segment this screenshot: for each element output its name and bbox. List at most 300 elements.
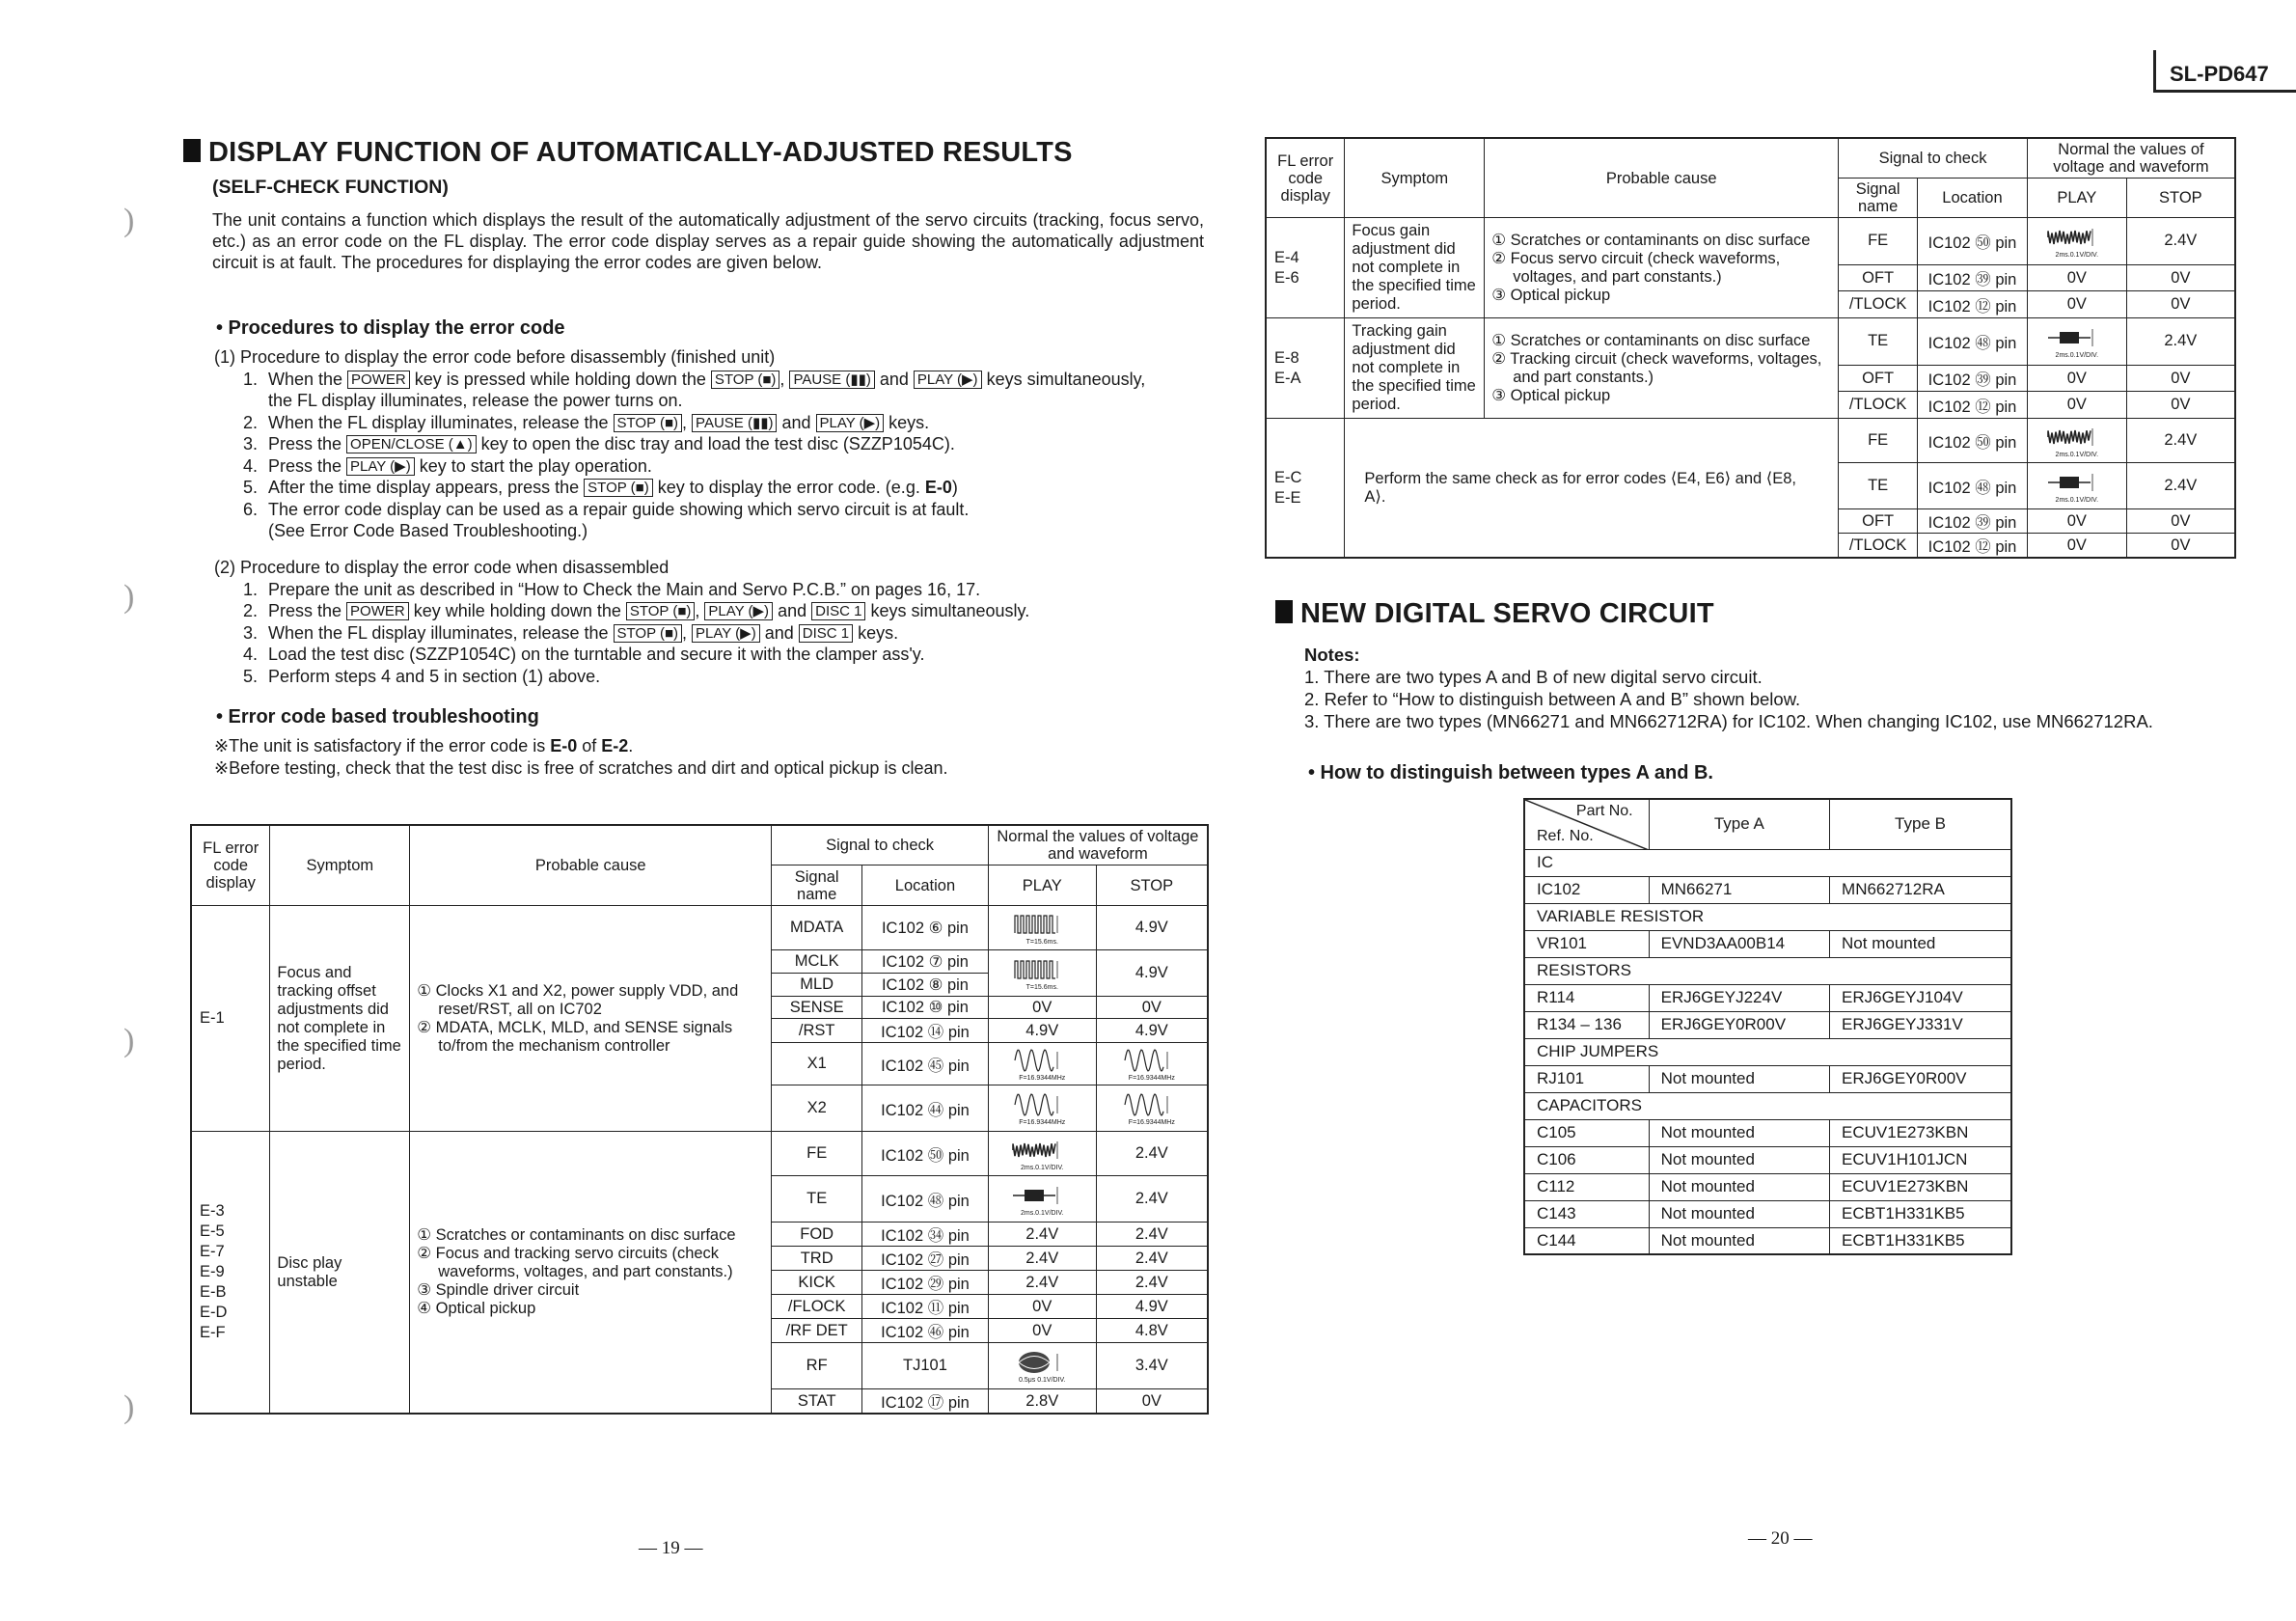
cause-item: ② Tracking circuit (check waveforms, voltages, and part constants.) [1491, 349, 1822, 386]
signal-location: TJ101 [862, 1343, 989, 1389]
waveform-noise-icon [2046, 423, 2108, 452]
type-b-value: ECUV1H101JCN [1830, 1146, 2011, 1173]
key-label: STOP (■) [584, 479, 653, 497]
stop-value: 4.9V [1096, 906, 1208, 950]
parts-row [1524, 1200, 2011, 1227]
signal-name: TRD [772, 1247, 862, 1271]
play-value: 2.4V [988, 1223, 1096, 1247]
step-number: 4. [243, 645, 259, 664]
signal-name: FE [1839, 419, 1918, 463]
play-waveform [988, 1132, 1096, 1176]
signal-location: IC102 ㊺ pin [862, 1043, 989, 1085]
signal-name: /TLOCK [1839, 534, 1918, 559]
signal-name: /TLOCK [1839, 291, 1918, 318]
stop-value: 2.4V [2126, 318, 2235, 366]
parts-row [1524, 930, 2011, 957]
cause-item: ③ Optical pickup [1491, 286, 1611, 304]
type-b-value: ECUV1E273KBN [1830, 1119, 2011, 1146]
play-waveform [988, 1176, 1096, 1223]
signal-location: IC102 ⑪ pin [862, 1295, 989, 1319]
type-b-value: ERJ6GEYJ331V [1830, 1011, 2011, 1038]
signal-location: IC102 ⑦ pin [862, 950, 989, 974]
step-number: 2. [243, 412, 259, 432]
signal-location: IC102 ⑫ pin [1918, 392, 2028, 419]
key-label: STOP (■) [711, 371, 780, 389]
header-play: PLAY [2027, 179, 2126, 218]
table-row [191, 906, 1208, 950]
waveform-label: 2ms.0.1V/DIV. [1021, 1165, 1064, 1171]
key-label: PLAY (▶) [346, 457, 415, 476]
section-title-text: DISPLAY FUNCTION OF AUTOMATICALLY-ADJUSTED RESULTS [208, 137, 1073, 168]
waveform-label: 2ms.0.1V/DIV. [2055, 252, 2099, 260]
error-code-table-1 [190, 824, 1209, 1415]
signal-name: KICK [772, 1271, 862, 1295]
step-text: When the [268, 369, 348, 389]
note-1: 1. There are two types A and B of new digital servo circuit. [1304, 667, 1763, 687]
signal-location: IC102 ㉗ pin [862, 1247, 989, 1271]
procedure-step [243, 579, 1029, 601]
section-marker-icon [1275, 600, 1293, 623]
step-text: Perform steps 4 and 5 in section (1) above. [268, 666, 601, 686]
error-code-cell: E-C E-E [1266, 419, 1345, 559]
play-waveform [988, 906, 1096, 950]
parts-comparison-table [1523, 798, 2012, 1255]
step-text: After the time display appears, press the [268, 478, 585, 497]
table-row [1266, 318, 2235, 366]
play-waveform [2027, 218, 2126, 265]
symptom-cell: Focus and tracking offset adjustments did not complete in the specified time period. [270, 906, 410, 1132]
ref-no: R114 [1524, 984, 1649, 1011]
signal-location: IC102 ㊴ pin [1918, 264, 2028, 291]
signal-name: MDATA [772, 906, 862, 950]
header-signal-name: Signal name [1839, 179, 1918, 218]
type-b-value: ERJ6GEYJ104V [1830, 984, 2011, 1011]
step-text: Press the [268, 601, 347, 620]
signal-location: IC102 ⑫ pin [1918, 534, 2028, 559]
waveform-label: 2ms.0.1V/DIV. [2055, 352, 2099, 360]
waveform-pulse-icon [1011, 910, 1073, 939]
stop-value: 0V [2126, 392, 2235, 419]
header-location: Location [1918, 179, 2028, 218]
cause-item: ② Focus and tracking servo circuits (check waveforms, voltages, and part constants.) [417, 1245, 733, 1280]
header-normal: Normal the values of voltage and waveform [2027, 138, 2235, 179]
parts-row [1524, 1065, 2011, 1092]
header-normal: Normal the values of voltage and waveform [988, 825, 1208, 865]
stop-value: 3.4V [1096, 1343, 1208, 1389]
cause-item: ③ Optical pickup [1491, 386, 1611, 404]
parts-row [1524, 1146, 2011, 1173]
key-label: DISC 1 [811, 602, 865, 620]
step-number: 3. [243, 622, 259, 643]
troubleshooting-note-2: ※Before testing, check that the test disc is free of scratches and dirt and optical pickup is clean. [214, 757, 948, 778]
step-text: Load the test disc (SZZP1054C) on the turntable and secure it with the clamper ass'y. [268, 645, 925, 664]
procedures-heading: • Procedures to display the error code [216, 317, 565, 339]
ref-no: C143 [1524, 1200, 1649, 1227]
signal-name: OFT [1839, 264, 1918, 291]
play-value: 0V [2027, 264, 2126, 291]
header-stop: STOP [2126, 179, 2235, 218]
distinguish-heading: • How to distinguish between types A and B. [1308, 762, 1713, 783]
step-text: , [682, 412, 693, 432]
error-code-example: E-0 [924, 478, 952, 497]
step-number: 5. [243, 666, 259, 686]
signal-location: IC102 ⑰ pin [862, 1389, 989, 1415]
waveform-label: T=15.6ms. [1025, 984, 1058, 991]
signal-location: IC102 ㊽ pin [862, 1176, 989, 1223]
procedure-step [243, 499, 1145, 521]
step-text: , [682, 622, 693, 643]
stop-value: 0V [2126, 534, 2235, 559]
step-text: keys simultaneously. [865, 601, 1030, 620]
signal-name: STAT [772, 1389, 862, 1415]
type-a-value: Not mounted [1649, 1146, 1829, 1173]
signal-name: /FLOCK [772, 1295, 862, 1319]
parts-section-label: IC [1524, 849, 2011, 876]
parts-row [1524, 1173, 2011, 1200]
waveform-sine-icon [1011, 1046, 1073, 1075]
page-number-19: — 19 — [639, 1538, 703, 1558]
step-number: 1. [243, 369, 259, 389]
type-b-value: MN662712RA [1830, 876, 2011, 903]
error-code-table-2 [1265, 137, 2236, 559]
type-b-value: ERJ6GEY0R00V [1830, 1065, 2011, 1092]
play-value: 2.4V [988, 1271, 1096, 1295]
play-waveform [988, 1043, 1096, 1085]
step-text: keys simultaneously, [981, 369, 1146, 389]
waveform-noise-icon [2046, 223, 2108, 252]
signal-name: OFT [1839, 509, 1918, 534]
signal-location: IC102 ㊿ pin [862, 1132, 989, 1176]
key-label: STOP (■) [614, 414, 683, 432]
header-cause: Probable cause [410, 825, 772, 906]
signal-name: MLD [772, 974, 862, 997]
signal-location: IC102 ⑧ pin [862, 974, 989, 997]
procedure-step [243, 520, 1145, 542]
page-number-20: — 20 — [1748, 1528, 1813, 1549]
step-text: key is pressed while holding down the [409, 369, 711, 389]
parts-row [1524, 1227, 2011, 1254]
procedure-step [243, 644, 1029, 666]
signal-name: FE [772, 1132, 862, 1176]
type-b-value: ECUV1E273KBN [1830, 1173, 2011, 1200]
header-code: FL error code display [191, 825, 270, 906]
stop-waveform [1096, 1043, 1208, 1085]
type-a-value: ERJ6GEY0R00V [1649, 1011, 1829, 1038]
signal-location: IC102 ㊻ pin [862, 1319, 989, 1343]
parts-header-diagonal [1524, 799, 1649, 849]
play-waveform [2027, 463, 2126, 509]
play-value: 0V [2027, 509, 2126, 534]
step-text: , [695, 601, 705, 620]
waveform-label: T=15.6ms. [1025, 939, 1058, 946]
play-value: 0V [2027, 534, 2126, 559]
type-a-value: Not mounted [1649, 1065, 1829, 1092]
symptom-cell: Focus gain adjustment did not complete in the specified time period. [1345, 218, 1485, 318]
step-text: key while holding down the [408, 601, 626, 620]
step-number: 6. [243, 499, 259, 519]
waveform-noise-icon [1011, 1136, 1073, 1165]
cause-cell [1485, 318, 1839, 419]
signal-name: MCLK [772, 950, 862, 974]
header-stop: STOP [1096, 865, 1208, 906]
key-label: PAUSE (▮▮) [789, 371, 874, 389]
procedure-step [243, 600, 1029, 622]
stop-value: 2.4V [1096, 1223, 1208, 1247]
error-code-cell: E-1 [191, 906, 270, 1132]
procedure-step [243, 412, 1145, 434]
cause-cell [410, 1132, 772, 1415]
type-a-value: Not mounted [1649, 1200, 1829, 1227]
header-cause: Probable cause [1485, 138, 1839, 218]
cause-item: ③ Spindle driver circuit [417, 1281, 580, 1299]
step-text: key to start the play operation. [414, 455, 652, 476]
header-symptom: Symptom [270, 825, 410, 906]
ref-no: C106 [1524, 1146, 1649, 1173]
header-ref-no: Ref. No. [1537, 827, 1594, 844]
parts-section-row [1524, 903, 2011, 930]
key-label: PLAY (▶) [816, 414, 885, 432]
key-label: DISC 1 [799, 624, 853, 643]
step-text: When the FL display illuminates, release the [268, 412, 614, 432]
error-code-cell: E-4 E-6 [1266, 218, 1345, 318]
cause-item: ④ Optical pickup [417, 1300, 536, 1317]
key-label: OPEN/CLOSE (▲) [346, 435, 477, 453]
type-b-value: Not mounted [1830, 930, 2011, 957]
table-row [1266, 218, 2235, 265]
waveform-sine-icon [1011, 1090, 1073, 1119]
stop-value: 2.4V [1096, 1247, 1208, 1271]
header-play: PLAY [988, 865, 1096, 906]
stop-waveform [1096, 1085, 1208, 1132]
header-code: FL error code display [1266, 138, 1345, 218]
margin-mark: ) [123, 203, 135, 238]
waveform-burst-icon [1011, 1181, 1073, 1210]
ref-no: C144 [1524, 1227, 1649, 1254]
play-waveform [2027, 419, 2126, 463]
signal-name: X1 [772, 1043, 862, 1085]
header-symptom: Symptom [1345, 138, 1485, 218]
stop-value: 0V [1096, 1389, 1208, 1415]
signal-location: IC102 ㊽ pin [1918, 463, 2028, 509]
signal-location: IC102 ⑩ pin [862, 997, 989, 1019]
parts-section-row [1524, 849, 2011, 876]
step-text: , [779, 369, 790, 389]
cause-cell [1485, 218, 1839, 318]
table-row [1266, 419, 2235, 463]
notes-block [1304, 644, 2153, 732]
waveform-label: F=16.9344MHz [1019, 1075, 1066, 1082]
parts-section-label: VARIABLE RESISTOR [1524, 903, 2011, 930]
play-value: 4.9V [988, 1019, 1096, 1043]
procedure-step [243, 622, 1029, 645]
parts-section-row [1524, 1092, 2011, 1119]
signal-location: IC102 ㊿ pin [1918, 218, 2028, 265]
step-text: Prepare the unit as described in “How to Check the Main and Servo P.C.B.” on pages 16, 17. [268, 579, 981, 599]
section-subtitle: (SELF-CHECK FUNCTION) [212, 177, 449, 198]
step-text: The error code display can be used as a repair guide showing which servo circuit is at fault. [268, 499, 970, 519]
play-value: 0V [988, 997, 1096, 1019]
signal-name: TE [1839, 463, 1918, 509]
symptom-cell: Tracking gain adjustment did not complete in the specified time period. [1345, 318, 1485, 419]
ref-no: C105 [1524, 1119, 1649, 1146]
signal-name: /RST [772, 1019, 862, 1043]
procedure-2 [214, 557, 1029, 687]
step-text: and [874, 369, 914, 389]
cause-item: ① Clocks X1 and X2, power supply VDD, and reset/RST, all on IC702 [417, 981, 739, 1018]
waveform-label: F=16.9344MHz [1128, 1119, 1175, 1126]
parts-row [1524, 984, 2011, 1011]
step-text: key to open the disc tray and load the test disc (SZZP1054C). [476, 434, 955, 453]
stop-value: 0V [2126, 291, 2235, 318]
section-title-new-servo [1275, 598, 1714, 630]
signal-location: IC102 ㊹ pin [862, 1085, 989, 1132]
waveform-eye-icon [1011, 1348, 1073, 1377]
play-waveform [988, 1343, 1096, 1389]
signal-location: IC102 ⑥ pin [862, 906, 989, 950]
waveform-label: F=16.9344MHz [1019, 1119, 1066, 1126]
parts-row [1524, 1119, 2011, 1146]
procedure-step [243, 666, 1029, 688]
ref-no: C112 [1524, 1173, 1649, 1200]
step-number: 3. [243, 434, 259, 453]
signal-name: SENSE [772, 997, 862, 1019]
error-code-cell: E-8 E-A [1266, 318, 1345, 419]
header-signal-check: Signal to check [1839, 138, 2028, 179]
key-label: POWER [347, 371, 410, 389]
parts-section-label: CHIP JUMPERS [1524, 1038, 2011, 1065]
cause-item: ① Scratches or contaminants on disc surface [1491, 231, 1811, 249]
error-code-cell: E-3 E-5 E-7 E-9 E-B E-D E-F [191, 1132, 270, 1415]
section-title-display-function [183, 137, 1073, 169]
key-label: STOP (■) [614, 624, 683, 643]
stop-value: 2.4V [1096, 1132, 1208, 1176]
signal-location: IC102 ㊴ pin [1918, 509, 2028, 534]
step-text: keys. [884, 412, 930, 432]
stop-value: 2.4V [2126, 419, 2235, 463]
ref-no: IC102 [1524, 876, 1649, 903]
ref-no: R134 – 136 [1524, 1011, 1649, 1038]
waveform-label: 0.5μs 0.1V/DIV. [1018, 1377, 1066, 1384]
parts-section-label: CAPACITORS [1524, 1092, 2011, 1119]
header-location: Location [862, 865, 989, 906]
troubleshooting-note-1: ※The unit is satisfactory if the error code is E-0 of E-2. [214, 736, 634, 756]
play-value: 2.8V [988, 1389, 1096, 1415]
procedure-step [243, 477, 1145, 499]
step-text: and [777, 412, 816, 432]
signal-location: IC102 ㊴ pin [1918, 365, 2028, 392]
waveform-label: 2ms.0.1V/DIV. [1021, 1210, 1064, 1217]
note-2: 2. Refer to “How to distinguish between A and B” shown below. [1304, 689, 1801, 709]
type-a-value: Not mounted [1649, 1119, 1829, 1146]
stop-value: 0V [2126, 365, 2235, 392]
play-value: 0V [2027, 392, 2126, 419]
cause-item: ② MDATA, MCLK, MLD, and SENSE signals to/from the mechanism controller [417, 1018, 733, 1055]
ref-no: VR101 [1524, 930, 1649, 957]
cause-item: ② Focus servo circuit (check waveforms, voltages, and part constants.) [1491, 249, 1781, 286]
stop-value: 0V [1096, 997, 1208, 1019]
waveform-label: 2ms.0.1V/DIV. [2055, 497, 2099, 504]
key-label: PAUSE (▮▮) [692, 414, 777, 432]
parts-row [1524, 1011, 2011, 1038]
stop-value: 0V [2126, 509, 2235, 534]
troubleshooting-notes [214, 735, 947, 779]
margin-mark: ) [123, 579, 135, 615]
play-value: 0V [2027, 365, 2126, 392]
symptom-cell: Disc play unstable [270, 1132, 410, 1415]
notes-heading: Notes: [1304, 645, 1360, 665]
ref-no: RJ101 [1524, 1065, 1649, 1092]
play-value: 0V [988, 1295, 1096, 1319]
stop-value: 4.9V [1096, 950, 1208, 997]
same-check-note: Perform the same check as for error codes ⟨E4, E6⟩ and ⟨E8, A⟩. [1345, 419, 1839, 559]
header-signal-name: Signal name [772, 865, 862, 906]
signal-location: IC102 ㉙ pin [862, 1271, 989, 1295]
header-type-b: Type B [1830, 799, 2011, 849]
stop-value: 2.4V [1096, 1271, 1208, 1295]
signal-name: TE [1839, 318, 1918, 366]
step-number: 5. [243, 478, 259, 497]
model-label: SL-PD647 [2153, 50, 2296, 93]
header-signal-check: Signal to check [772, 825, 989, 865]
header-type-a: Type A [1649, 799, 1829, 849]
note-3: 3. There are two types (MN66271 and MN662712RA) for IC102. When changing IC102, use MN662712RA. [1304, 711, 2153, 731]
margin-mark: ) [123, 1023, 135, 1058]
signal-name: RF [772, 1343, 862, 1389]
waveform-sine-icon [1121, 1046, 1183, 1075]
play-waveform [2027, 318, 2126, 366]
step-text: the FL display illuminates, release the power turns on. [268, 391, 683, 410]
signal-location: IC102 ㊽ pin [1918, 318, 2028, 366]
step-text: When the FL display illuminates, release the [268, 622, 614, 643]
play-value: 2.4V [988, 1247, 1096, 1271]
step-number: 4. [243, 455, 259, 476]
step-text: Press the [268, 434, 347, 453]
play-value: 0V [988, 1319, 1096, 1343]
signal-name: TE [772, 1176, 862, 1223]
procedure-step [243, 433, 1145, 455]
procedure-2-heading: (2) Procedure to display the error code when disassembled [214, 558, 670, 577]
signal-name: /RF DET [772, 1319, 862, 1343]
step-text: (See Error Code Based Troubleshooting.) [268, 521, 588, 540]
play-waveform [988, 1085, 1096, 1132]
signal-location: IC102 ⑫ pin [1918, 291, 2028, 318]
stop-value: 2.4V [2126, 218, 2235, 265]
signal-name: FOD [772, 1223, 862, 1247]
signal-name: OFT [1839, 365, 1918, 392]
table-row [191, 1132, 1208, 1176]
type-a-value: EVND3AA00B14 [1649, 930, 1829, 957]
parts-section-row [1524, 957, 2011, 984]
key-label: PLAY (▶) [914, 371, 982, 389]
step-text: Press the [268, 455, 347, 476]
parts-row [1524, 876, 2011, 903]
header-part-no: Part No. [1575, 803, 1633, 819]
section-title-text: NEW DIGITAL SERVO CIRCUIT [1300, 598, 1714, 629]
type-b-value: ECBT1H331KB5 [1830, 1227, 2011, 1254]
waveform-label: 2ms.0.1V/DIV. [2055, 452, 2099, 458]
key-label: PLAY (▶) [704, 602, 773, 620]
step-number: 2. [243, 601, 259, 620]
stop-value: 2.4V [2126, 463, 2235, 509]
signal-name: FE [1839, 218, 1918, 265]
waveform-label: F=16.9344MHz [1128, 1075, 1175, 1082]
type-a-value: MN66271 [1649, 876, 1829, 903]
step-text: and [773, 601, 812, 620]
key-label: PLAY (▶) [692, 624, 760, 643]
key-label: STOP (■) [626, 602, 696, 620]
procedure-1 [214, 346, 1145, 542]
procedure-step [243, 369, 1145, 391]
